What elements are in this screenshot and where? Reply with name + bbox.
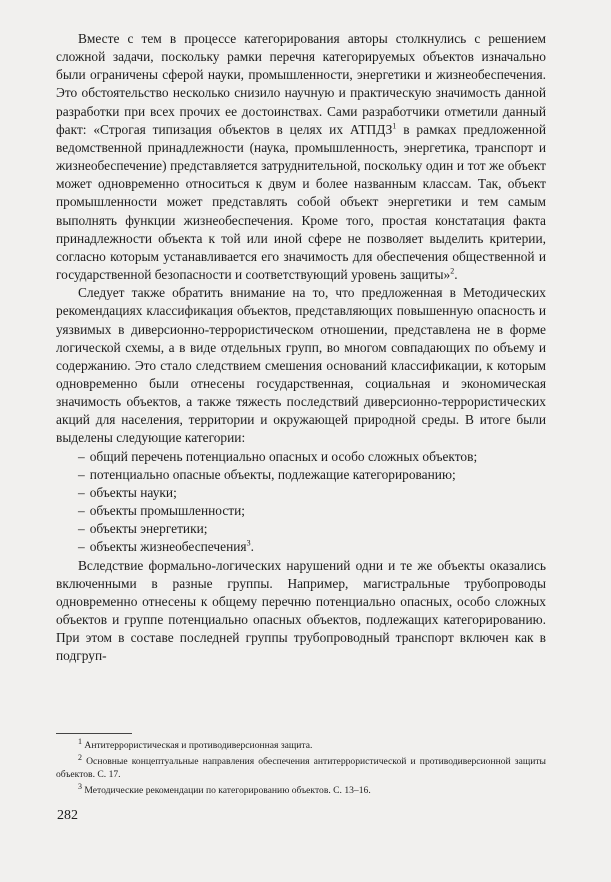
list-item: [56, 466, 546, 484]
page-number: 282: [57, 808, 78, 823]
paragraph-1-end: .: [454, 267, 458, 283]
paragraph-1: [56, 30, 546, 284]
footnote-number: 2: [78, 752, 82, 762]
dash-bullet: –: [78, 521, 85, 537]
footnote-text: Антитеррористическая и противодиверсионная защита.: [82, 740, 313, 751]
footnotes: [56, 736, 546, 799]
list-item: [56, 538, 546, 556]
footnote-separator: [56, 733, 132, 734]
list-item: [56, 502, 546, 520]
list-item-text: объекты промышленности;: [89, 503, 246, 519]
list-item-text: объекты энергетики;: [89, 521, 208, 537]
footnote-1: [56, 736, 546, 753]
list-item: [56, 448, 546, 466]
footnote-ref-1: 1: [392, 121, 397, 131]
list-item: [56, 520, 546, 538]
list-item-text: объекты жизнеобеспечения: [89, 539, 247, 555]
dash-bullet: –: [78, 466, 85, 482]
footnote-3: [56, 781, 546, 798]
list-item-text: общий перечень потенциально опасных и особо сложных объектов;: [89, 448, 478, 464]
footnote-text: Методические рекомендации по категорированию объектов. С. 13–16.: [82, 784, 371, 796]
list-item: [56, 484, 546, 502]
paragraph-1-text-a: Вместе с тем в процессе категорирования авторы столкнулись с решением сложной задачи, поскольку рамки перечня категорируемых объектов изначально были ограничены сферой науки, промышленности, энергетики и жизнеобеспечения. Это обстоятельство несколько снизило научную и практическую значимость данной разработки при всех прочих ее достоинствах. Сами разработчики отметили данный факт: «Строгая типизация объектов в целях их АТПДЗ: [56, 31, 546, 137]
page-body: [56, 30, 546, 665]
footnote-text: Основные концептуальные направления обеспечения антитеррористической и противодиверсионной защиты объектов. С. 17.: [56, 755, 546, 781]
paragraph-2: Следует также обратить внимание на то, что предложенная в Методических рекомендациях классификация объектов, представляющих повышенную опасность и уязвимых в диверсионно-террористическом отношении, представлена не в форме логической схемы, а в виде отдельных групп, во многом совпадающих по объему и содержанию. Это стало следствием смешения оснований классификации, к которым одновременно были отнесены государственная, социальная и экономическая значимость объектов, а также тяжесть последствий диверсионно-террористических акций для населения, территории и окружающей природной среды. В итоге были выделены следующие категории:: [56, 285, 546, 446]
footnote-number: 3: [78, 781, 82, 791]
footnote-number: 1: [78, 736, 82, 746]
main-text: [56, 30, 546, 665]
dash-bullet: –: [78, 448, 85, 464]
footnote-ref-2: 2: [450, 266, 455, 276]
paragraph-3: Вследствие формально-логических нарушений одни и те же объекты оказались включенными в разные группы. Например, магистральные трубопроводы одновременно отнесены к общему перечню потенциально опасных, особо сложных объектов и группе потенциально опасных объектов, подлежащих категорированию. При этом в составе последней группы трубопроводный транспорт включен как в подгруп-: [56, 557, 546, 664]
dash-bullet: –: [78, 539, 85, 555]
category-list: [56, 448, 546, 557]
dash-bullet: –: [78, 484, 85, 500]
dash-bullet: –: [78, 503, 85, 519]
list-item-text: объекты науки;: [89, 484, 177, 500]
footnote-ref-3: 3: [246, 538, 251, 548]
list-item-text: потенциально опасные объекты, подлежащие категорированию;: [89, 466, 456, 482]
paragraph-1-text-b: в рамках предложенной ведомственной принадлежности (наука, промышленность, энергетика, транспорт и жизнеобеспечение) представляется затруднительной, поскольку один и тот же объект может одновременно относиться к двум и более названным классам. Так, объект промышленности может представлять собой объект энергетики и тем самым выполнять функции жизнеобеспечения. Кроме того, простая констатация факта принадлежности объекта к той или иной сфере не позволяет выделить критерии, согласно которым устанавливается его значимость для обеспечения общественной и государственной безопасности и соответствующий уровень защиты»: [56, 121, 546, 283]
footnote-2: [56, 752, 546, 782]
list-item-end: .: [250, 539, 254, 555]
